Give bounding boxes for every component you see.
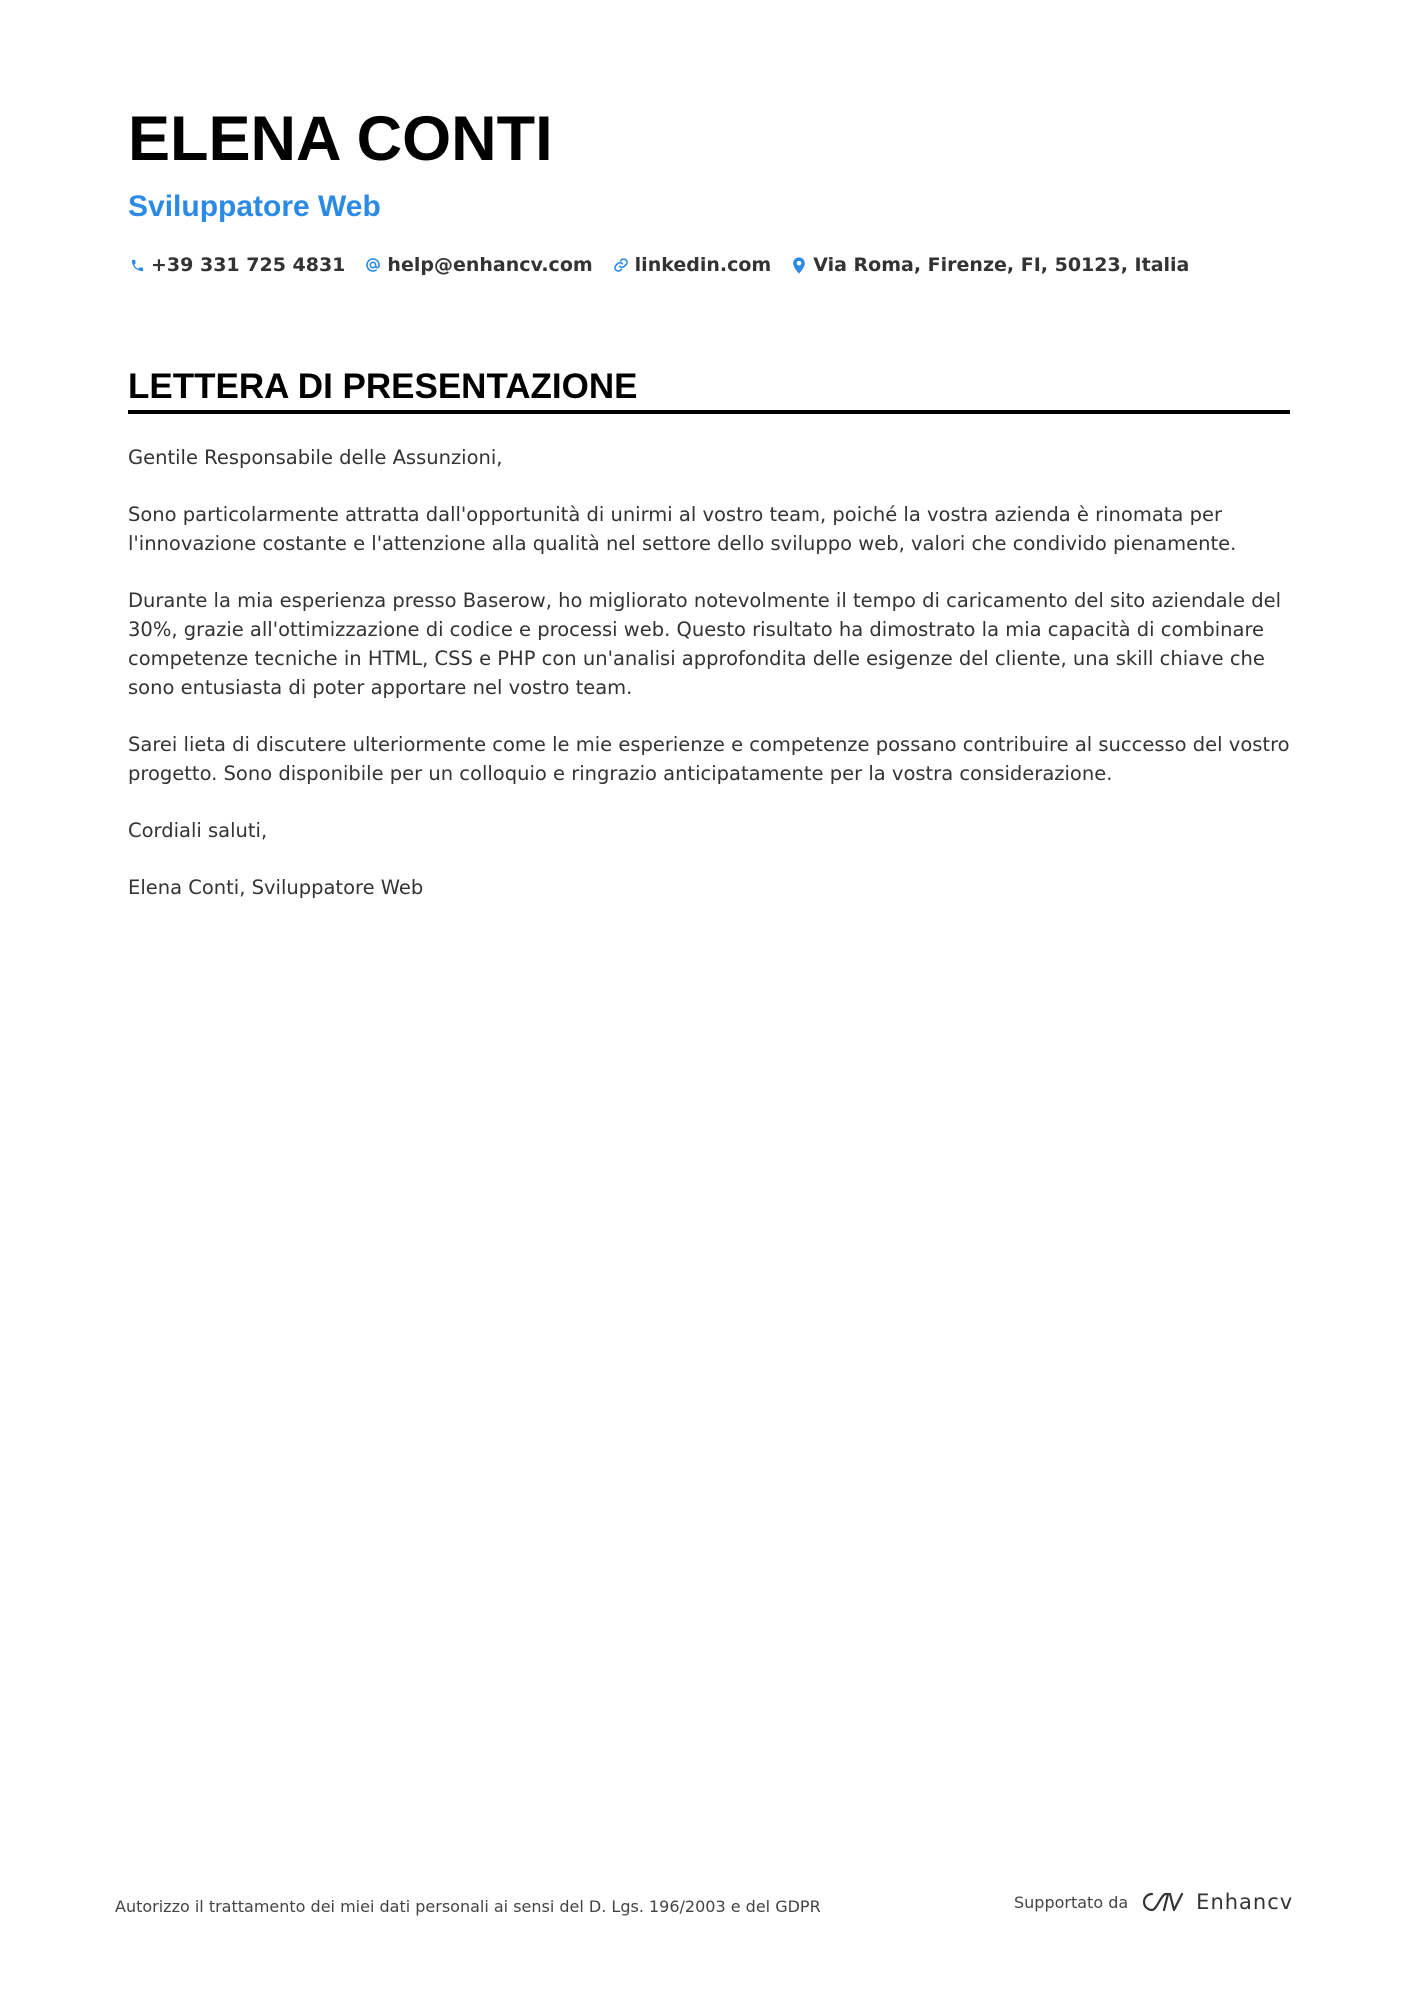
section-divider (128, 410, 1290, 414)
letter-body (128, 443, 1308, 930)
paragraph-line: l'innovazione costante e l'attenzione alla qualità nel settore dello sviluppo web, valori che condivido pienamente. (128, 532, 1237, 555)
letter-paragraph-1 (128, 500, 1308, 558)
powered-by-badge[interactable] (1014, 1889, 1293, 1915)
contact-location-text: Via Roma, Firenze, FI, 50123, Italia (813, 254, 1190, 276)
candidate-name: ELENA CONTI (128, 104, 553, 174)
letter-signature: Elena Conti, Sviluppatore Web (128, 876, 424, 899)
contact-linkedin[interactable] (612, 254, 772, 276)
paragraph-line: 30%, grazie all'ottimizzazione di codice e processi web. Questo risultato ha dimostrato la mia capacità di combinare (128, 618, 1265, 641)
paragraph-line: progetto. Sono disponibile per un colloquio e ringrazio anticipatamente per la vostra considerazione. (128, 762, 1113, 785)
paragraph-line: competenze tecniche in HTML, CSS e PHP con un'analisi approfondita delle esigenze del cliente, una skill chiave che (128, 647, 1265, 670)
contact-linkedin-text[interactable]: linkedin.com (634, 254, 772, 276)
at-icon (364, 255, 382, 275)
link-icon (612, 255, 630, 275)
phone-icon (128, 255, 146, 275)
paragraph-line: Sarei lieta di discutere ulteriormente come le mie esperienze e competenze possano contribuire al successo del vostro (128, 733, 1290, 756)
contact-phone-text: +39 331 725 4831 (151, 254, 346, 276)
contact-phone (128, 254, 345, 276)
location-pin-icon (790, 255, 808, 275)
paragraph-line: sono entusiasta di poter apportare nel vostro team. (128, 676, 633, 699)
contact-email-text[interactable]: help@enhancv.com (387, 254, 593, 276)
gdpr-consent-text: Autorizzo il trattamento dei miei dati personali ai sensi del D. Lgs. 196/2003 e del GDPR (115, 1897, 821, 1916)
paragraph-line: Durante la mia esperienza presso Baserow, ho migliorato notevolmente il tempo di caricamento del sito aziendale del (128, 589, 1282, 612)
contact-location (790, 254, 1189, 276)
letter-closing: Cordiali saluti, (128, 819, 268, 842)
letter-paragraph-2 (128, 586, 1308, 702)
paragraph-line: Sono particolarmente attratta dall'opportunità di unirmi al vostro team, poiché la vostra azienda è rinomata per (128, 503, 1222, 526)
contact-bar (128, 254, 1208, 276)
enhancv-logo-icon (1140, 1889, 1186, 1915)
candidate-job-title: Sviluppatore Web (128, 190, 381, 223)
powered-by-label: Supportato da (1014, 1892, 1129, 1912)
letter-paragraph-3 (128, 730, 1308, 788)
section-heading: LETTERA DI PRESENTAZIONE (128, 367, 638, 406)
letter-greeting: Gentile Responsabile delle Assunzioni, (128, 446, 503, 469)
contact-email[interactable] (364, 254, 592, 276)
enhancv-brand-name: Enhancv (1196, 1890, 1294, 1914)
